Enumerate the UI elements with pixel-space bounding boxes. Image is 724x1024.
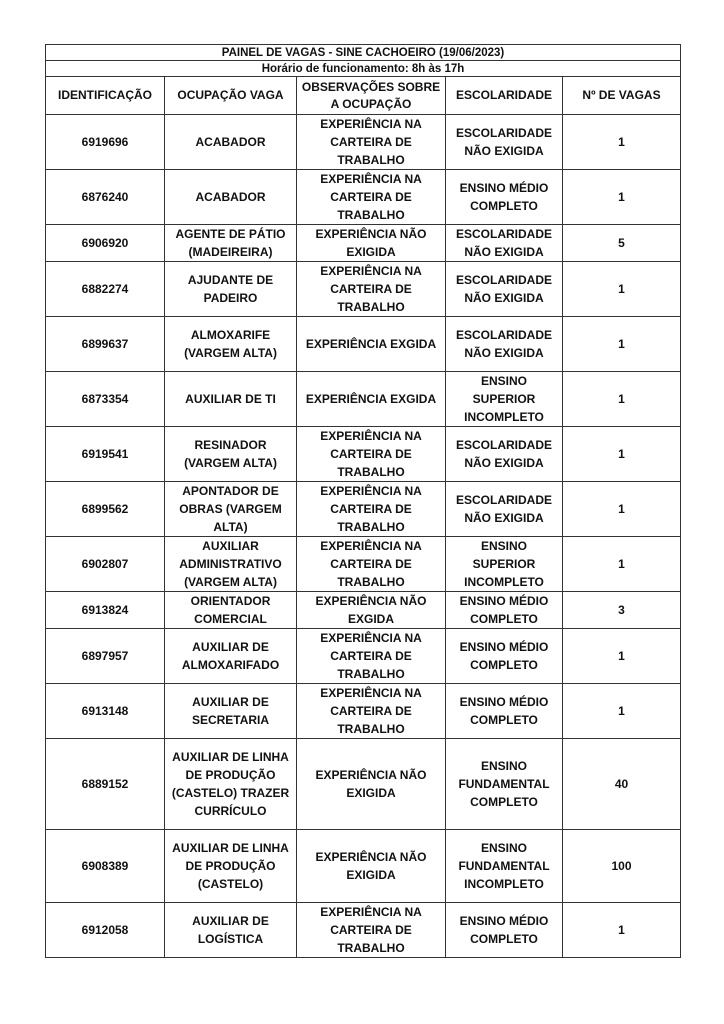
education-cell: ESCOLARIDADE NÃO EXIGIDA [446, 317, 563, 372]
table-row [46, 427, 681, 482]
occupation-cell: AUXILIAR DE LINHA DE PRODUÇÃO (CASTELO) [165, 830, 297, 903]
occupation-cell: ACABADOR [165, 170, 297, 225]
vacancy-id-cell: 6912058 [46, 903, 165, 958]
observations-cell: EXPERIÊNCIA NA CARTEIRA DE TRABALHO [297, 427, 446, 482]
column-header-observations: OBSERVAÇÕES SOBRE A OCUPAÇÃO [297, 77, 446, 115]
vacancy-id-cell: 6876240 [46, 170, 165, 225]
table-row [46, 115, 681, 170]
occupation-cell: AUXILIAR DE ALMOXARIFADO [165, 629, 297, 684]
vacancy-count-cell: 1 [563, 170, 681, 225]
vacancy-id-cell: 6882274 [46, 262, 165, 317]
vacancy-count-cell: 1 [563, 317, 681, 372]
education-cell: ESCOLARIDADE NÃO EXIGIDA [446, 262, 563, 317]
occupation-cell: ACABADOR [165, 115, 297, 170]
vacancy-id-cell: 6919696 [46, 115, 165, 170]
education-cell: ENSINO MÉDIO COMPLETO [446, 684, 563, 739]
observations-cell: EXPERIÊNCIA EXGIDA [297, 372, 446, 427]
occupation-cell: AUXILIAR DE LINHA DE PRODUÇÃO (CASTELO) TRAZER CURRÍCULO [165, 739, 297, 830]
table-row [46, 372, 681, 427]
column-header-education: ESCOLARIDADE [446, 77, 563, 115]
education-cell: ESCOLARIDADE NÃO EXIGIDA [446, 225, 563, 262]
occupation-cell: AJUDANTE DE PADEIRO [165, 262, 297, 317]
table-row [46, 537, 681, 592]
education-cell: ENSINO SUPERIOR INCOMPLETO [446, 372, 563, 427]
education-cell: ENSINO MÉDIO COMPLETO [446, 629, 563, 684]
observations-cell: EXPERIÊNCIA NÃO EXIGIDA [297, 225, 446, 262]
table-hours-row [46, 61, 681, 77]
education-cell: ESCOLARIDADE NÃO EXIGIDA [446, 115, 563, 170]
observations-cell: EXPERIÊNCIA NA CARTEIRA DE TRABALHO [297, 903, 446, 958]
table-title-row [46, 45, 681, 61]
observations-cell: EXPERIÊNCIA EXGIDA [297, 317, 446, 372]
vacancy-id-cell: 6902807 [46, 537, 165, 592]
observations-cell: EXPERIÊNCIA NA CARTEIRA DE TRABALHO [297, 629, 446, 684]
table-row [46, 739, 681, 830]
occupation-cell: AGENTE DE PÁTIO (MADEIREIRA) [165, 225, 297, 262]
opening-hours: Horário de funcionamento: 8h às 17h [46, 61, 681, 77]
observations-cell: EXPERIÊNCIA NA CARTEIRA DE TRABALHO [297, 170, 446, 225]
column-header-occupation: OCUPAÇÃO VAGA [165, 77, 297, 115]
vacancy-count-cell: 3 [563, 592, 681, 629]
occupation-cell: RESINADOR (VARGEM ALTA) [165, 427, 297, 482]
education-cell: ENSINO MÉDIO COMPLETO [446, 170, 563, 225]
vacancy-count-cell: 1 [563, 115, 681, 170]
job-vacancy-table [45, 44, 681, 958]
vacancy-id-cell: 6906920 [46, 225, 165, 262]
vacancy-id-cell: 6919541 [46, 427, 165, 482]
education-cell: ENSINO FUNDAMENTAL INCOMPLETO [446, 830, 563, 903]
vacancy-id-cell: 6899637 [46, 317, 165, 372]
vacancy-count-cell: 1 [563, 427, 681, 482]
observations-cell: EXPERIÊNCIA NA CARTEIRA DE TRABALHO [297, 684, 446, 739]
occupation-cell: ALMOXARIFE (VARGEM ALTA) [165, 317, 297, 372]
vacancy-id-cell: 6913824 [46, 592, 165, 629]
occupation-cell: APONTADOR DE OBRAS (VARGEM ALTA) [165, 482, 297, 537]
table-row [46, 629, 681, 684]
observations-cell: EXPERIÊNCIA NÃO EXIGIDA [297, 830, 446, 903]
vacancy-count-cell: 100 [563, 830, 681, 903]
table-row [46, 830, 681, 903]
vacancy-count-cell: 5 [563, 225, 681, 262]
panel-title: PAINEL DE VAGAS - SINE CACHOEIRO (19/06/2023) [46, 45, 681, 61]
table-row [46, 317, 681, 372]
vacancy-count-cell: 1 [563, 629, 681, 684]
vacancy-id-cell: 6899562 [46, 482, 165, 537]
table-row [46, 225, 681, 262]
occupation-cell: AUXILIAR DE TI [165, 372, 297, 427]
table-row [46, 262, 681, 317]
vacancy-count-cell: 1 [563, 262, 681, 317]
vacancy-id-cell: 6873354 [46, 372, 165, 427]
occupation-cell: AUXILIAR DE LOGÍSTICA [165, 903, 297, 958]
table-row [46, 482, 681, 537]
column-header-count: Nº DE VAGAS [563, 77, 681, 115]
table-row [46, 684, 681, 739]
observations-cell: EXPERIÊNCIA NÃO EXIGIDA [297, 739, 446, 830]
vacancy-id-cell: 6908389 [46, 830, 165, 903]
vacancy-id-cell: 6913148 [46, 684, 165, 739]
education-cell: ENSINO FUNDAMENTAL COMPLETO [446, 739, 563, 830]
education-cell: ENSINO MÉDIO COMPLETO [446, 592, 563, 629]
column-header-id: IDENTIFICAÇÃO [46, 77, 165, 115]
vacancy-count-cell: 1 [563, 537, 681, 592]
occupation-cell: AUXILIAR DE SECRETARIA [165, 684, 297, 739]
vacancy-count-cell: 1 [563, 903, 681, 958]
vacancy-id-cell: 6889152 [46, 739, 165, 830]
education-cell: ENSINO MÉDIO COMPLETO [446, 903, 563, 958]
education-cell: ESCOLARIDADE NÃO EXIGIDA [446, 482, 563, 537]
observations-cell: EXPERIÊNCIA NA CARTEIRA DE TRABALHO [297, 262, 446, 317]
vacancy-count-cell: 1 [563, 372, 681, 427]
table-row [46, 170, 681, 225]
observations-cell: EXPERIÊNCIA NA CARTEIRA DE TRABALHO [297, 482, 446, 537]
vacancy-count-cell: 1 [563, 482, 681, 537]
education-cell: ESCOLARIDADE NÃO EXIGIDA [446, 427, 563, 482]
observations-cell: EXPERIÊNCIA NA CARTEIRA DE TRABALHO [297, 115, 446, 170]
table-row [46, 903, 681, 958]
vacancy-count-cell: 40 [563, 739, 681, 830]
observations-cell: EXPERIÊNCIA NÃO EXGIDA [297, 592, 446, 629]
table-row [46, 592, 681, 629]
column-header-row [46, 77, 681, 115]
education-cell: ENSINO SUPERIOR INCOMPLETO [446, 537, 563, 592]
occupation-cell: AUXILIAR ADMINISTRATIVO (VARGEM ALTA) [165, 537, 297, 592]
occupation-cell: ORIENTADOR COMERCIAL [165, 592, 297, 629]
vacancy-id-cell: 6897957 [46, 629, 165, 684]
vacancy-count-cell: 1 [563, 684, 681, 739]
observations-cell: EXPERIÊNCIA NA CARTEIRA DE TRABALHO [297, 537, 446, 592]
